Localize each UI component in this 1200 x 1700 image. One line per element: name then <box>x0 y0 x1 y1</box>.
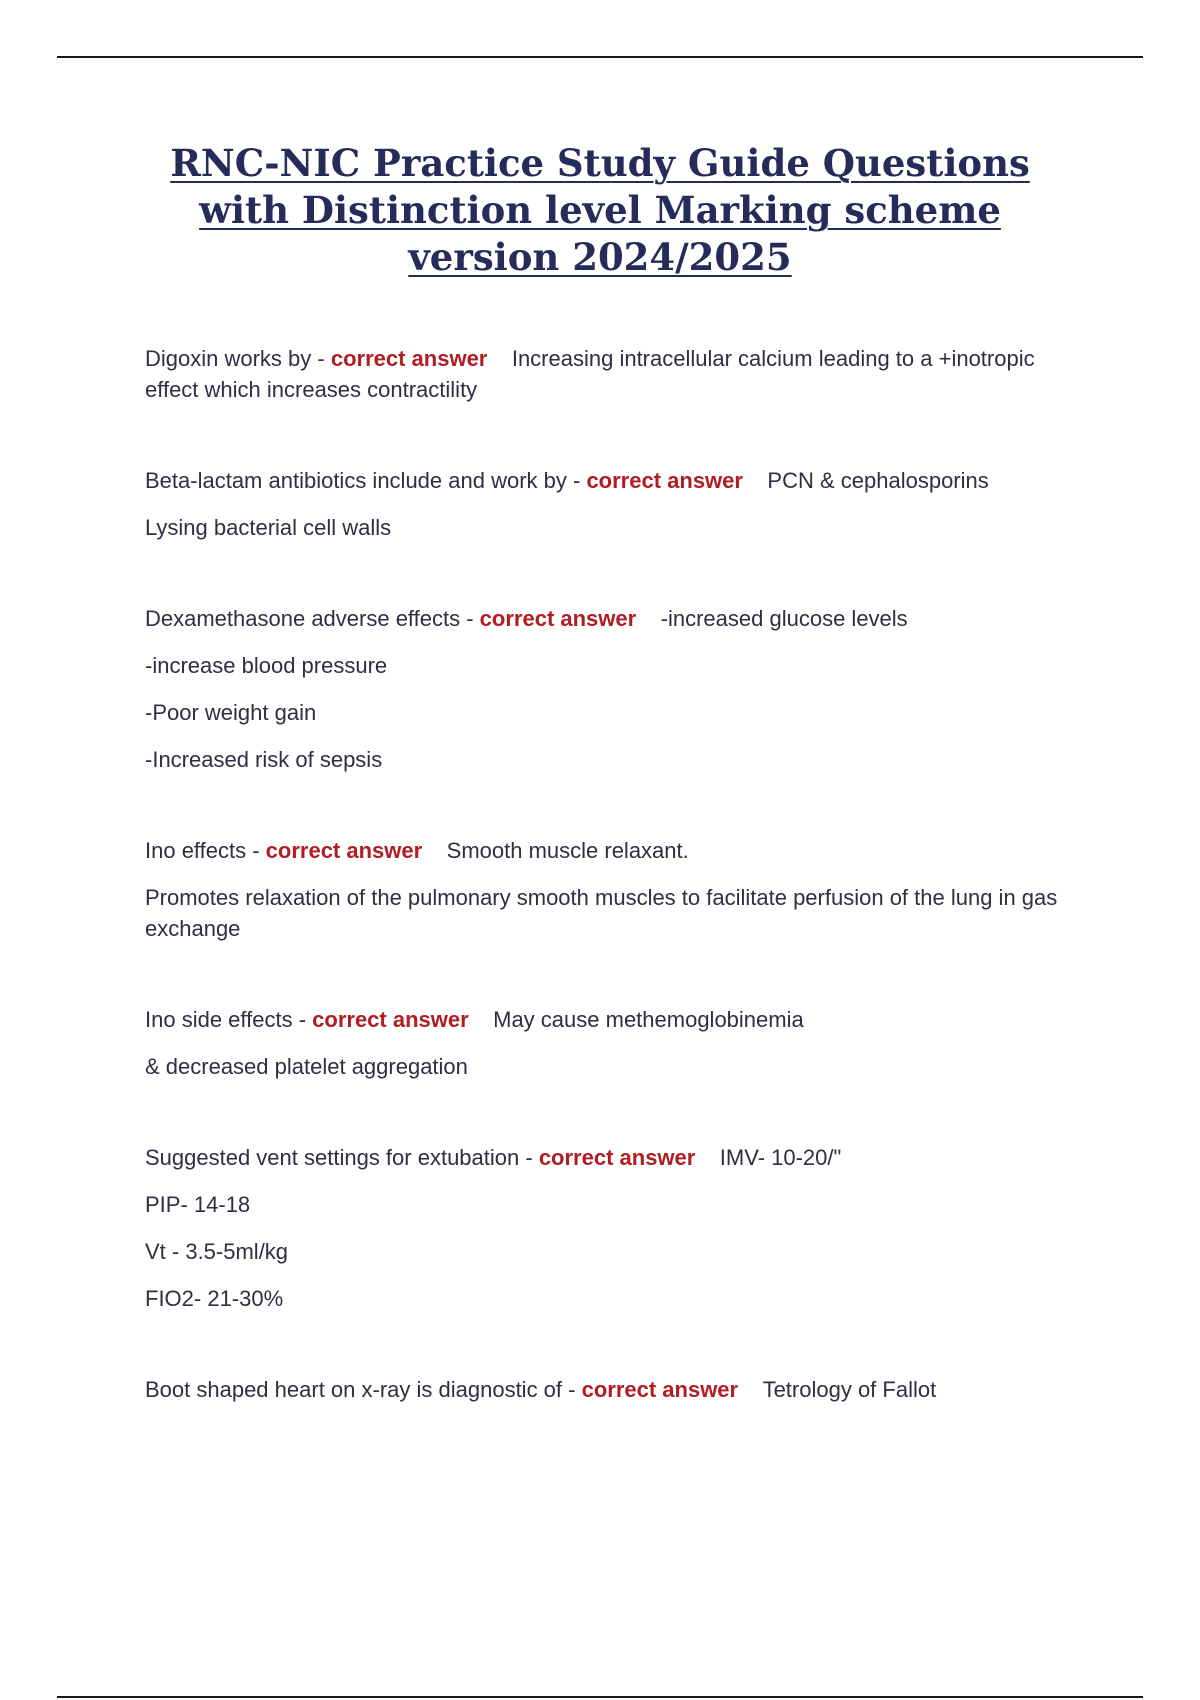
qa-first-line <box>145 343 1085 405</box>
qa-first-line <box>145 1374 1085 1405</box>
answer-line: PIP- 14-18 <box>145 1192 251 1217</box>
qa-item <box>145 1142 1085 1314</box>
qa-item <box>145 603 1085 775</box>
question-text: Beta-lactam antibiotics include and work by - <box>145 468 587 493</box>
question-text: Digoxin works by - <box>145 346 331 371</box>
top-divider <box>57 56 1143 58</box>
correct-answer-label: correct answer <box>581 1377 739 1402</box>
answer-line: -increase blood pressure <box>145 653 388 678</box>
qa-first-line <box>145 1004 1085 1035</box>
title-line: with Distinction level Marking scheme <box>199 188 1001 232</box>
answer-line: & decreased platelet aggregation <box>145 1054 468 1079</box>
answer-line: -Poor weight gain <box>145 700 317 725</box>
answer-text: IMV- 10-20/" <box>719 1145 842 1170</box>
title-line: version 2024/2025 <box>408 235 792 279</box>
question-text: Boot shaped heart on x-ray is diagnostic of - <box>145 1377 582 1402</box>
qa-first-line <box>145 465 1085 496</box>
correct-answer-label: correct answer <box>312 1007 469 1032</box>
answer-line: Promotes relaxation of the pulmonary smooth muscles to facilitate perfusion of the lung in gas exchange <box>145 885 1058 941</box>
answer-text: -increased glucose levels <box>660 606 908 631</box>
answer-line: FIO2- 21-30% <box>145 1286 284 1311</box>
correct-answer-label: correct answer <box>330 346 488 371</box>
answer-line: -Increased risk of sepsis <box>145 747 383 772</box>
qa-first-line <box>145 835 1085 866</box>
qa-first-line <box>145 1142 1085 1173</box>
question-text: Ino side effects - <box>145 1007 313 1032</box>
correct-answer-label: correct answer <box>586 468 743 493</box>
qa-item <box>145 1004 1085 1082</box>
qa-item <box>145 343 1085 405</box>
page-title <box>100 140 1100 281</box>
question-list <box>145 343 1085 1465</box>
question-text: Suggested vent settings for extubation - <box>145 1145 539 1170</box>
bottom-divider <box>57 1696 1143 1698</box>
question-text: Ino effects - <box>145 838 266 863</box>
correct-answer-label: correct answer <box>265 838 423 863</box>
answer-text: Increasing intracellular calcium leading to a +inotropic effect which increases contractility <box>145 346 1035 402</box>
answer-text: PCN & cephalosporins <box>767 468 989 493</box>
correct-answer-label: correct answer <box>538 1145 696 1170</box>
qa-item <box>145 835 1085 944</box>
qa-item <box>145 465 1085 543</box>
answer-text: Tetrology of Fallot <box>762 1377 937 1402</box>
title-line: RNC-NIC Practice Study Guide Questions <box>170 141 1030 185</box>
answer-line: Vt - 3.5-5ml/kg <box>145 1239 289 1264</box>
answer-text: Smooth muscle relaxant. <box>446 838 689 863</box>
answer-line: Lysing bacterial cell walls <box>145 515 392 540</box>
qa-first-line <box>145 603 1085 634</box>
qa-item <box>145 1374 1085 1405</box>
correct-answer-label: correct answer <box>479 606 637 631</box>
answer-text: May cause methemoglobinemia <box>493 1007 804 1032</box>
question-text: Dexamethasone adverse effects - <box>145 606 480 631</box>
